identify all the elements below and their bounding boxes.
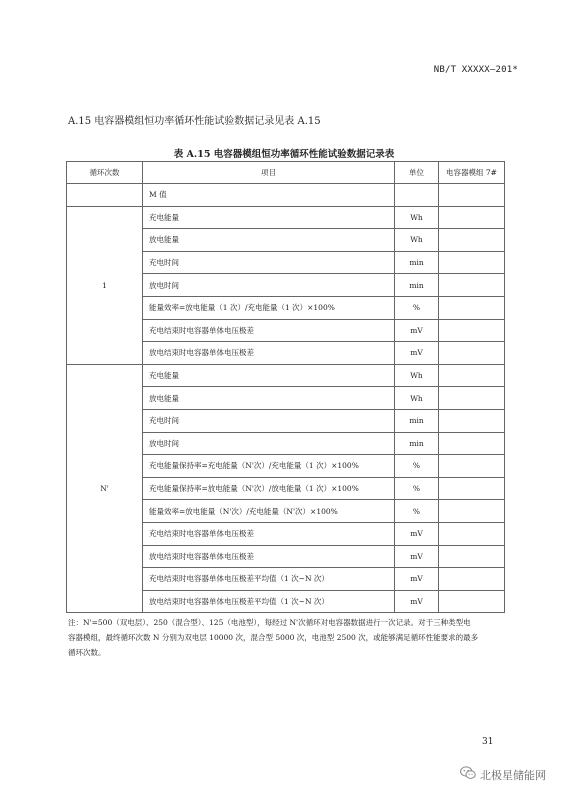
- item-cell: 充电结束时电容器单体电压极差: [143, 319, 395, 342]
- unit-cell: min: [395, 274, 439, 297]
- m-value-unit-cell: [395, 184, 439, 207]
- item-cell: 充电时间: [143, 409, 395, 432]
- module-value-cell[interactable]: [439, 387, 505, 410]
- table-caption: 表 A.15 电容器模组恒功率循环性能试验数据记录表: [173, 149, 395, 160]
- item-cell: 放电时间: [143, 274, 395, 297]
- item-cell: 充电能量: [143, 364, 395, 387]
- header-unit: 单位: [395, 162, 439, 184]
- watermark-text: 北极星储能网: [480, 768, 546, 782]
- item-cell: 充电结束时电容器单体电压极差: [143, 522, 395, 545]
- document-code: NB/T XXXXX—201*: [433, 65, 518, 75]
- record-table: [66, 161, 505, 613]
- item-cell: 放电能量: [143, 387, 395, 410]
- cycle-group-n: [67, 364, 505, 613]
- module-value-cell[interactable]: [439, 545, 505, 568]
- item-cell: 放电结束时电容器单体电压极差: [143, 342, 395, 365]
- item-cell: 放电结束时电容器单体电压极差平均值（1 次~N 次）: [143, 590, 395, 613]
- item-cell: 充电结束时电容器单体电压极差平均值（1 次~N 次）: [143, 568, 395, 591]
- footnote: [68, 615, 500, 660]
- item-cell: 能量效率=放电能量（1 次）/充电能量（1 次）×100%: [143, 296, 395, 319]
- header-cycle-count: 循环次数: [67, 162, 143, 184]
- module-value-cell[interactable]: [439, 229, 505, 252]
- module-value-cell[interactable]: [439, 477, 505, 500]
- page-number: 31: [482, 737, 494, 747]
- unit-cell: Wh: [395, 229, 439, 252]
- module-value-cell[interactable]: [439, 206, 505, 229]
- item-cell: 充电能量保持率=放电能量（N'次）/放电能量（1 次）×100%: [143, 477, 395, 500]
- unit-cell: mV: [395, 545, 439, 568]
- item-cell: 放电能量: [143, 229, 395, 252]
- module-value-cell[interactable]: [439, 432, 505, 455]
- m-value-label: M 值: [143, 184, 395, 207]
- item-cell: 放电时间: [143, 432, 395, 455]
- unit-cell: mV: [395, 319, 439, 342]
- module-value-cell[interactable]: [439, 319, 505, 342]
- module-value-cell[interactable]: [439, 522, 505, 545]
- footnote-line: 注：N'=500（双电层）、250（混合型）、125（电池型），每经过 N'次循环对电容器数据进行一次记录。对于三种类型电: [68, 618, 471, 627]
- unit-cell: mV: [395, 590, 439, 613]
- module-value-cell[interactable]: [439, 500, 505, 523]
- unit-cell: %: [395, 455, 439, 478]
- module-value-cell[interactable]: [439, 364, 505, 387]
- table-row: [67, 206, 505, 229]
- unit-cell: min: [395, 251, 439, 274]
- module-value-cell[interactable]: [439, 274, 505, 297]
- header-item: 项目: [143, 162, 395, 184]
- header-module: 电容器模组 7#: [439, 162, 505, 184]
- module-value-cell[interactable]: [439, 296, 505, 319]
- module-value-cell[interactable]: [439, 455, 505, 478]
- unit-cell: mV: [395, 522, 439, 545]
- unit-cell: Wh: [395, 387, 439, 410]
- item-cell: 充电能量: [143, 206, 395, 229]
- module-value-cell[interactable]: [439, 409, 505, 432]
- cycle-count-cell: 1: [67, 206, 143, 364]
- m-value-input-cell[interactable]: [439, 184, 505, 207]
- unit-cell: %: [395, 296, 439, 319]
- module-value-cell[interactable]: [439, 568, 505, 591]
- unit-cell: Wh: [395, 206, 439, 229]
- header-row: [67, 162, 505, 184]
- module-value-cell[interactable]: [439, 342, 505, 365]
- cycle-group-1: [67, 206, 505, 364]
- cycle-count-cell: N': [67, 364, 143, 613]
- unit-cell: %: [395, 477, 439, 500]
- m-value-cycle-cell: [67, 184, 143, 207]
- footnote-line: 容器模组，最终循环次数 N 分别为双电层 10000 次，混合型 5000 次，电池型 2500 次，或能够满足循环性能要求的最多: [68, 633, 479, 642]
- module-value-cell[interactable]: [439, 590, 505, 613]
- unit-cell: min: [395, 432, 439, 455]
- unit-cell: %: [395, 500, 439, 523]
- watermark: [460, 766, 546, 783]
- item-cell: 放电结束时电容器单体电压极差: [143, 545, 395, 568]
- footnote-line: 循环次数。: [68, 648, 106, 657]
- item-cell: 充电时间: [143, 251, 395, 274]
- module-value-cell[interactable]: [439, 251, 505, 274]
- unit-cell: mV: [395, 342, 439, 365]
- unit-cell: min: [395, 409, 439, 432]
- section-heading: A.15 电容器模组恒功率循环性能试验数据记录见表 A.15: [68, 116, 321, 127]
- m-value-row: [67, 184, 505, 207]
- table-row: [67, 364, 505, 387]
- unit-cell: mV: [395, 568, 439, 591]
- item-cell: 能量效率=放电能量（N'次）/充电能量（N'次）×100%: [143, 500, 395, 523]
- item-cell: 充电能量保持率=充电能量（N'次）/充电能量（1 次）×100%: [143, 455, 395, 478]
- unit-cell: Wh: [395, 364, 439, 387]
- wechat-icon: [460, 766, 476, 783]
